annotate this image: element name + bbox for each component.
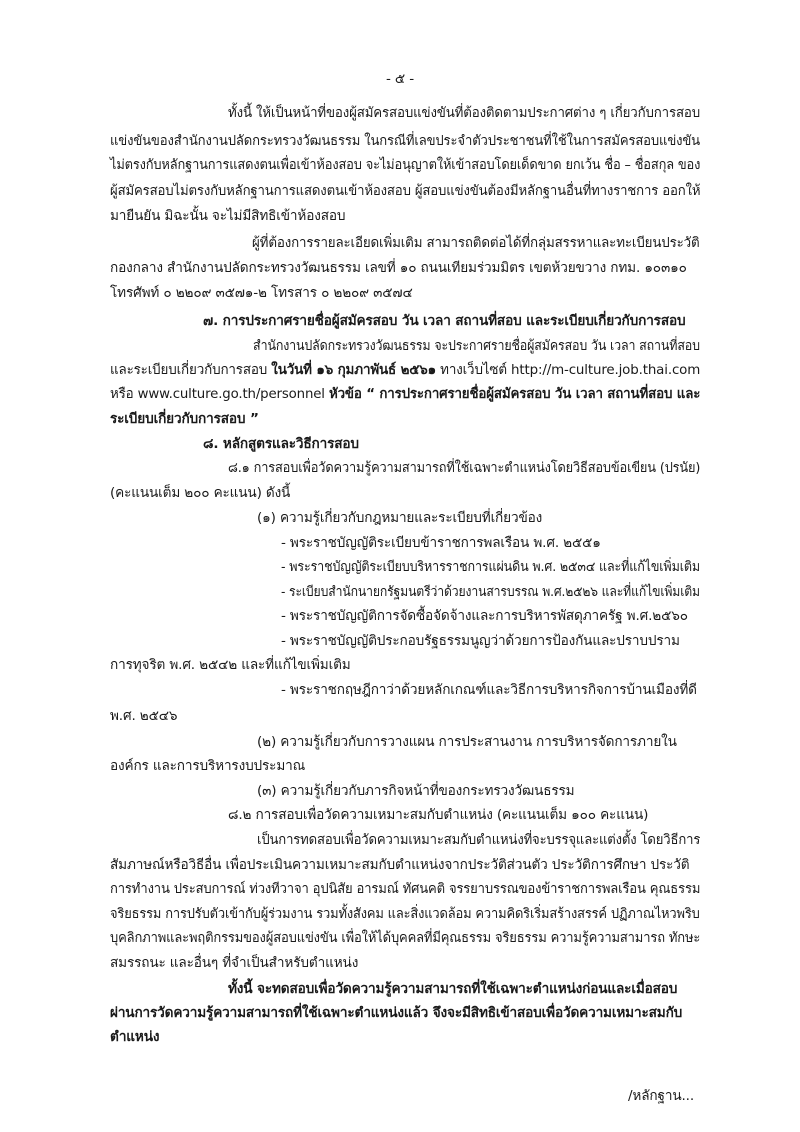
contact-line-2: กองกลาง สำนักงานปลัดกระทรวงวัฒนธรรม เลขที่ ๑๐ ถนนเทียมร่วมมิตร เขตห้วยขวาง กทม. ๑๐๓๑๐ (110, 260, 687, 276)
knowledge-2-line-2: องค์กร และการบริหารงบประมาณ (110, 758, 306, 774)
law-item: - ระเบียบสำนักนายกรัฐมนตรีว่าด้วยงานสารบรรณ พ.ศ.๒๕๒๖ และที่แก้ไขเพิ่มเติม (281, 584, 700, 600)
section-8-2-title: ๘.๒ การสอบเพื่อวัดความเหมาะสมกับตำแหน่ง (คะแนนเต็ม ๑๐๐ คะแนน) (228, 807, 649, 823)
duty-line-5: มายืนยัน มิฉะนั้น จะไม่มีสิทธิเข้าห้องสอบ (110, 208, 346, 224)
law-item: - พระราชบัญญัติระเบียบบริหารราชการแผ่นดิน พ.ศ. ๒๕๓๔ และที่แก้ไขเพิ่มเติม (281, 559, 700, 575)
section-8-heading: ๘. หลักสูตรและวิธีการสอบ (203, 436, 359, 452)
section-8-1-line-2: (คะแนนเต็ม ๒๐๐ คะแนน) ดังนี้ (110, 485, 291, 501)
law-item: - พระราชกฤษฎีกาว่าด้วยหลักเกณฑ์และวิธีการบริหารกิจการบ้านเมืองที่ดี (281, 682, 697, 698)
section-8-2-body: สมรรถนะ และอื่นๆ ที่จำเป็นสำหรับตำแหน่ง (110, 955, 359, 971)
website-url: ทางเว็บไซต์ http://m-culture.job.thai.com (436, 362, 701, 378)
knowledge-2-line-1: (๒) ความรู้เกี่ยวกับการวางแผน การประสานงาน การบริหารจัดการภายใน (257, 734, 677, 750)
law-item-continuation: พ.ศ. ๒๕๔๖ (110, 708, 178, 724)
continuation-marker: /หลักฐาน... (628, 1088, 694, 1104)
law-item-continuation: การทุจริต พ.ศ. ๒๕๔๒ และที่แก้ไขเพิ่มเติม (110, 657, 351, 673)
duty-line-2: แข่งขันของสำนักงานปลัดกระทรวงวัฒนธรรม ในกรณีที่เลขประจำตัวประชาชนที่ใช้ในการสมัครสอบแข่งขัน (110, 133, 700, 149)
duty-line-1: ทั้งนี้ ให้เป็นหน้าที่ของผู้สมัครสอบแข่งขันที่ต้องติดตามประกาศต่าง ๆ เกี่ยวกับการสอบ (228, 105, 701, 121)
law-item: - พระราชบัญญัติการจัดซื้อจัดจ้างและการบริหารพัสดุภาครัฐ พ.ศ.๒๕๖๐ (281, 608, 688, 624)
section-7-line-4: ระเบียบเกี่ยวกับการสอบ ” (110, 411, 259, 427)
contact-line-3: โทรศัพท์ ๐ ๒๒๐๙ ๓๕๗๑-๒ โทรสาร ๐ ๒๒๐๙ ๓๕๗๔ (110, 285, 413, 301)
contact-line-1: ผู้ที่ต้องการรายละเอียดเพิ่มเติม สามารถติดต่อได้ที่กลุ่มสรรหาและทะเบียนประวัติ (252, 235, 700, 251)
knowledge-3: (๓) ความรู้เกี่ยวกับภารกิจหน้าที่ของกระทรวงวัฒนธรรม (257, 783, 575, 799)
section-7-line-3: หรือ www.culture.go.th/personnel หัวข้อ “ การประกาศรายชื่อผู้สมัครสอบ วัน เวลา สถานที่สอบ และ (110, 386, 701, 402)
duty-line-4: ผู้สมัครสอบไม่ตรงกับหลักฐานการแสดงตนเข้าห้องสอบ ผู้สอบแข่งขันต้องมีหลักฐานอื่นที่ทางราชการ ออกให้ (110, 183, 701, 199)
law-item: - พระราชบัญญัติประกอบรัฐธรรมนูญว่าด้วยการป้องกันและปราบปราม (281, 633, 680, 649)
section-8-2-body: บุคลิกภาพและพฤติกรรมของผู้สอบแข่งขัน เพื่อให้ได้บุคคลที่มีคุณธรรม จริยธรรม ความรู้ความสามารถ ทักษะ (110, 930, 701, 946)
announcement-date: ในวันที่ ๑๖ กุมภาพันธ์ ๒๕๖๑ (271, 362, 437, 378)
section-8-2-body: เป็นการทดสอบเพื่อวัดความเหมาะสมกับตำแหน่งที่จะบรรจุและแต่งตั้ง โดยวิธีการ (257, 832, 701, 848)
personnel-url: หรือ www.culture.go.th/personnel (110, 386, 329, 402)
note-line-2: ผ่านการวัดความรู้ความสามารถที่ใช้เฉพาะตำแหน่งแล้ว จึงจะมีสิทธิเข้าสอบเพื่อวัดความเหมาะสมกับ (110, 1005, 683, 1021)
knowledge-1-title: (๑) ความรู้เกี่ยวกับกฎหมายและระเบียบที่เกี่ยวข้อง (257, 510, 543, 526)
section-8-2-body: การทำงาน ประสบการณ์ ท่วงทีวาจา อุปนิสัย อารมณ์ ทัศนคติ จรรยาบรรณของข้าราชการพลเรือน คุณธรรม (110, 881, 701, 897)
section-8-2-body: จริยธรรม การปรับตัวเข้ากับผู้ร่วมงาน รวมทั้งสังคม และสิ่งแวดล้อม ความคิดริเริ่มสร้างสรรค์ ปฏิภาณไหวพริบ (110, 906, 700, 922)
section-8-2-body: สัมภาษณ์หรือวิธีอื่น เพื่อประเมินความเหมาะสมกับตำแหน่งจากประวัติส่วนตัว ประวัติการศึกษา ประวัติ (110, 857, 690, 873)
duty-line-3: ไม่ตรงกับหลักฐานการแสดงตนเพื่อเข้าห้องสอบ จะไม่อนุญาตให้เข้าสอบโดยเด็ดขาด ยกเว้น ชื่อ – ชื่อสกุล ของ (110, 157, 701, 173)
law-item: - พระราชบัญญัติระเบียบข้าราชการพลเรือน พ.ศ. ๒๕๕๑ (281, 535, 601, 551)
section-7-heading: ๗. การประกาศรายชื่อผู้สมัครสอบ วัน เวลา สถานที่สอบ และระเบียบเกี่ยวกับการสอบ (203, 313, 686, 329)
section-7-line-2: และระเบียบเกี่ยวกับการสอบ ในวันที่ ๑๖ กุมภาพันธ์ ๒๕๖๑ ทางเว็บไซต์ http://m-culture.job.thai.com (110, 362, 701, 378)
page-number: - ๕ - (386, 71, 414, 87)
note-line-3: ตำแหน่ง (110, 1029, 160, 1045)
section-8-1-line-1: ๘.๑ การสอบเพื่อวัดความรู้ความสามารถที่ใช้เฉพาะตำแหน่งโดยวิธีสอบข้อเขียน (ปรนัย) (228, 460, 701, 476)
section-7-line-1: สำนักงานปลัดกระทรวงวัฒนธรรม จะประกาศรายชื่อผู้สมัครสอบ วัน เวลา สถานที่สอบ (253, 338, 700, 354)
note-line-1: ทั้งนี้ จะทดสอบเพื่อวัดความรู้ความสามารถที่ใช้เฉพาะตำแหน่งก่อนและเมื่อสอบ (228, 981, 678, 997)
